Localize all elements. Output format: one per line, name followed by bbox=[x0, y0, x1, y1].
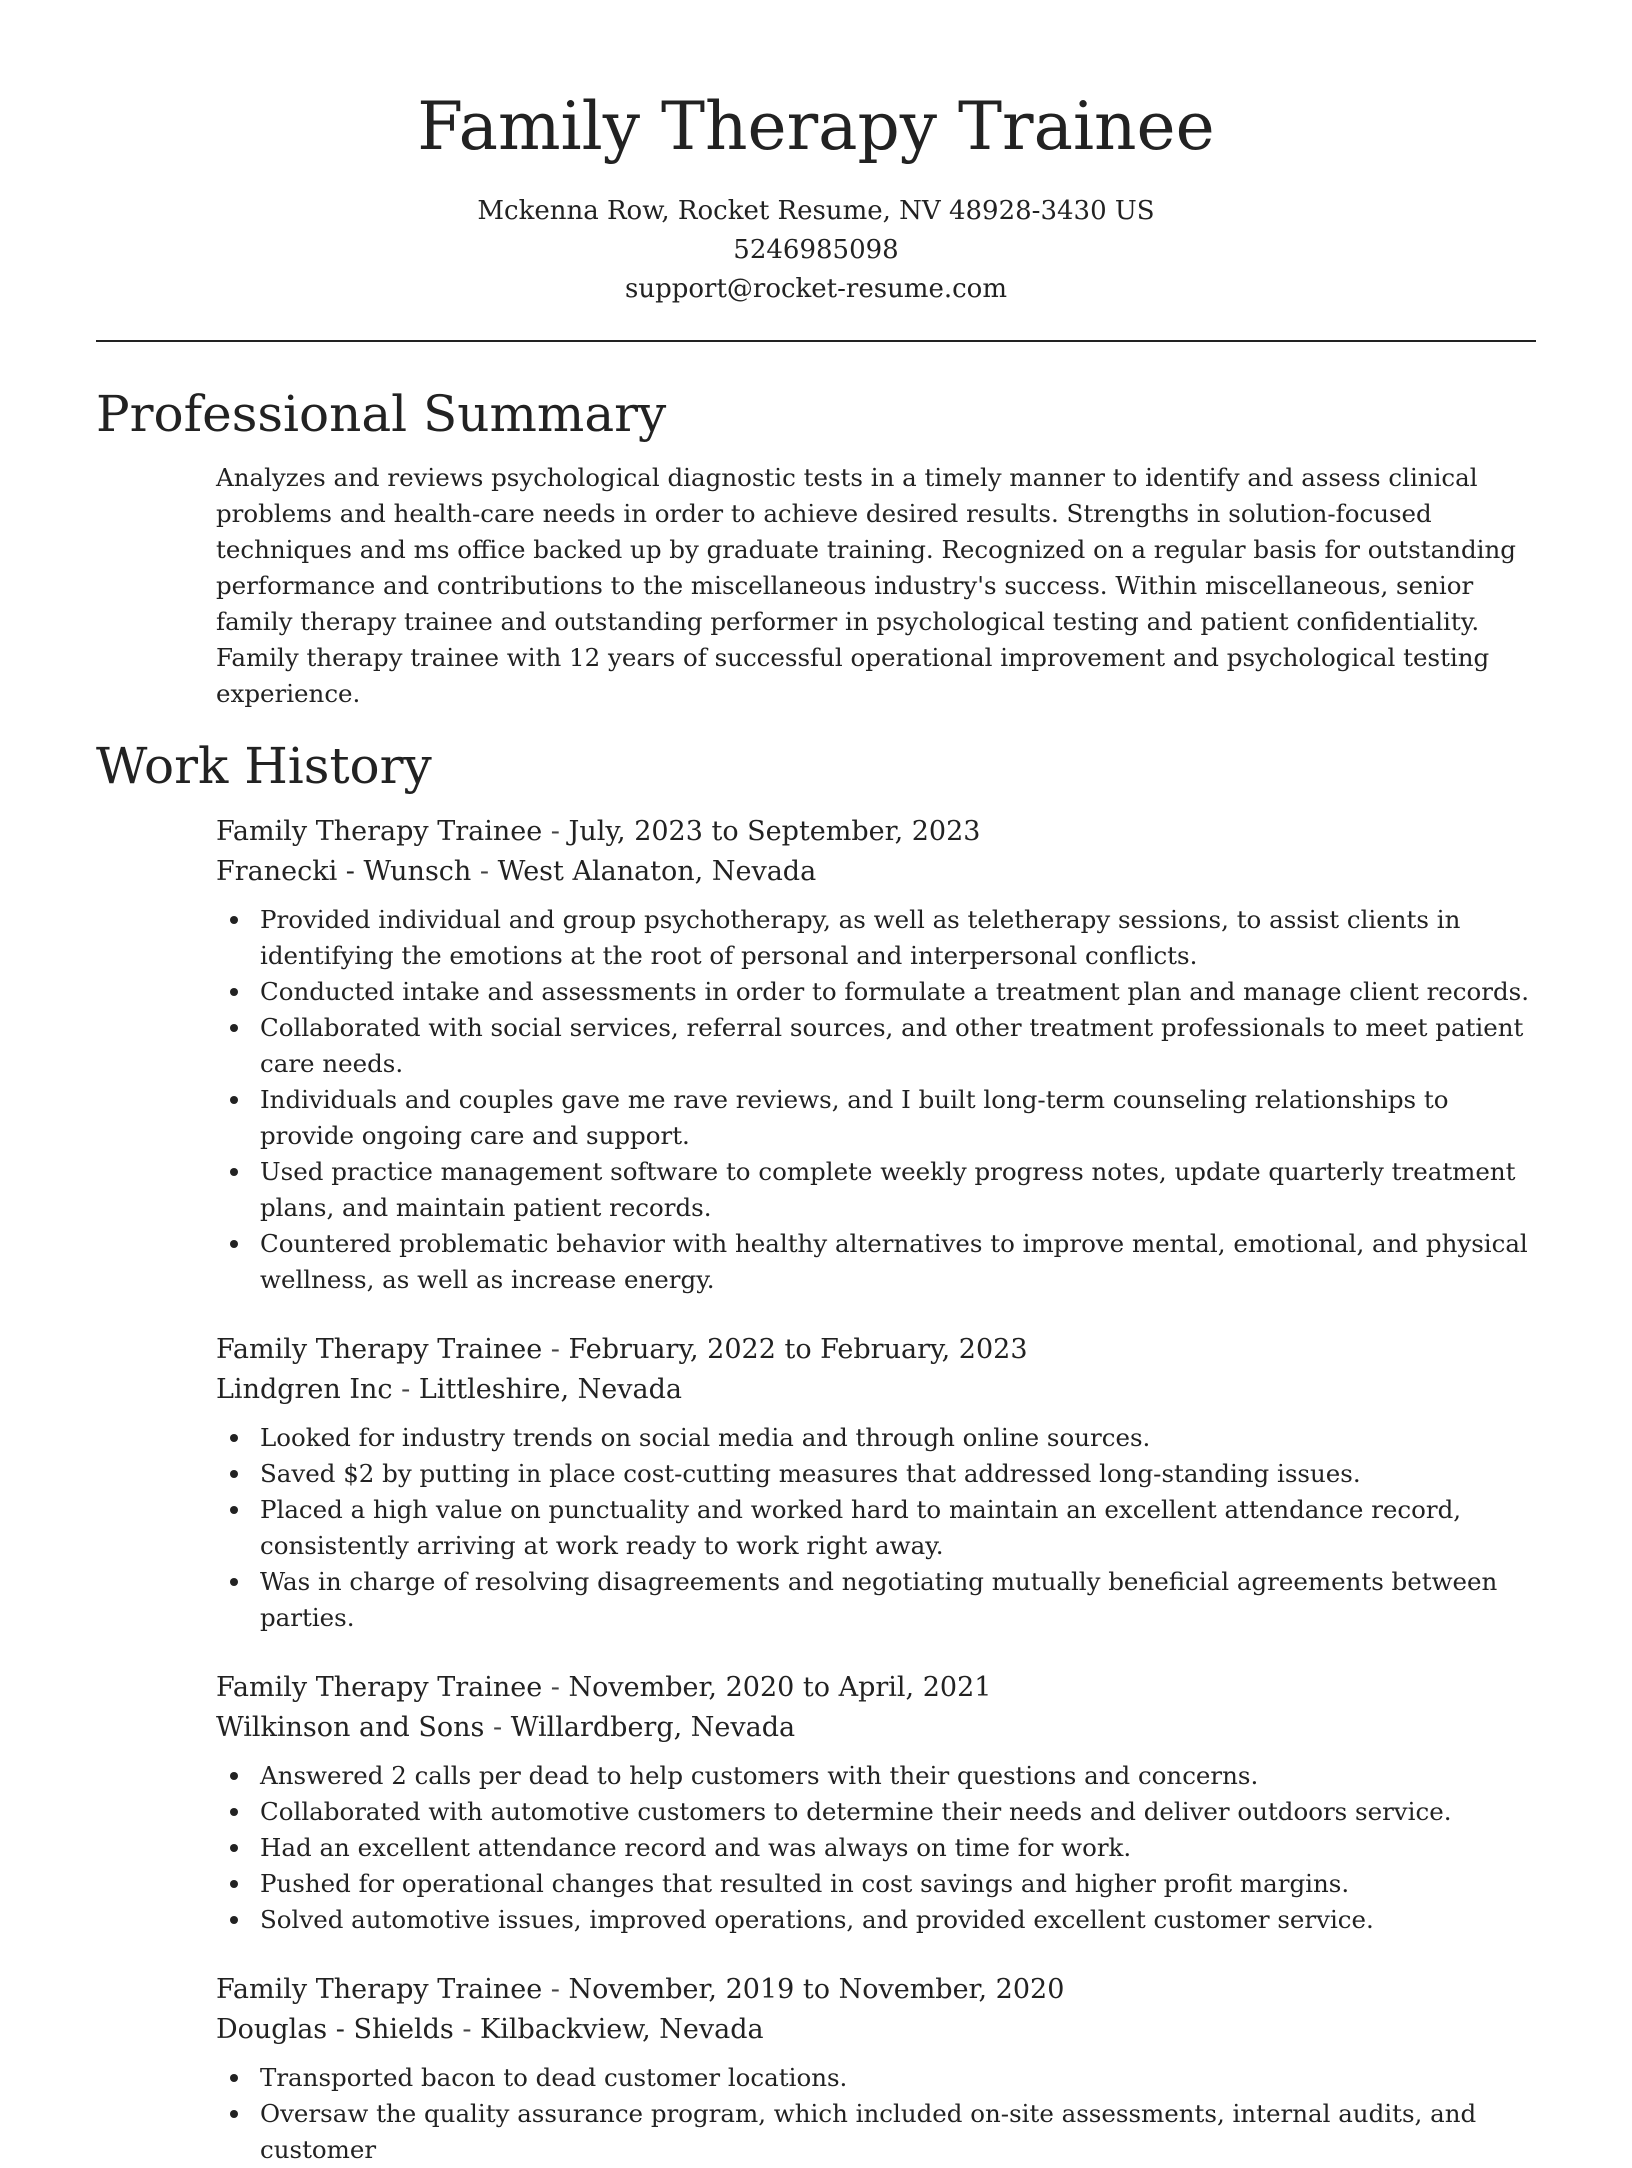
header-divider bbox=[96, 340, 1536, 342]
job-company: Wilkinson and Sons bbox=[216, 1712, 485, 1743]
job-bullet: Collaborated with automotive customers to determine their needs and deliver outdoors service. bbox=[216, 1794, 1536, 1830]
job-separator: - bbox=[401, 1374, 419, 1405]
job-title: Family Therapy Trainee bbox=[216, 1974, 543, 2005]
job-bullet: Saved $2 by putting in place cost-cutting measures that addressed long-standing issues. bbox=[216, 1456, 1536, 1492]
job-separator: - bbox=[550, 1672, 569, 1703]
job-title: Family Therapy Trainee bbox=[216, 1672, 543, 1703]
job-bullet: Countered problematic behavior with healthy alternatives to improve mental, emotional, and physical wellness, as well as increase energy. bbox=[216, 1226, 1536, 1298]
job-entry bbox=[216, 1970, 1536, 2168]
job-separator: - bbox=[462, 2014, 481, 2045]
job-entry bbox=[216, 812, 1536, 1298]
job-separator: - bbox=[492, 1712, 511, 1743]
job-company: Franecki - Wunsch bbox=[216, 856, 472, 887]
candidate-name: Family Therapy Trainee bbox=[417, 88, 1215, 165]
job-location: West Alanaton, Nevada bbox=[497, 856, 817, 887]
job-bullet: Collaborated with social services, referral sources, and other treatment professionals to meet patient care needs. bbox=[216, 1010, 1536, 1082]
job-bullets bbox=[216, 2060, 1536, 2168]
job-dates: February, 2022 to February, 2023 bbox=[568, 1334, 1028, 1365]
contact-block bbox=[96, 192, 1536, 309]
job-separator: - bbox=[550, 816, 569, 847]
job-company-line bbox=[216, 852, 1536, 892]
job-bullet: Placed a high value on punctuality and worked hard to maintain an excellent attendance record, consistently arriving at work ready to work right away. bbox=[216, 1492, 1536, 1564]
job-bullet: Provided individual and group psychotherapy, as well as teletherapy sessions, to assist clients in identifying the emotions at the root of personal and interpersonal conflicts. bbox=[216, 902, 1536, 974]
job-company: Lindgren Inc bbox=[216, 1374, 393, 1405]
resume-page bbox=[96, 0, 1536, 2168]
job-bullet: Oversaw the quality assurance program, which included on-site assessments, internal audits, and customer bbox=[216, 2096, 1536, 2168]
job-bullet: Individuals and couples gave me rave reviews, and I built long-term counseling relationships to provide ongoing care and support. bbox=[216, 1082, 1536, 1154]
job-title-line bbox=[216, 1970, 1536, 2010]
job-bullet: Had an excellent attendance record and was always on time for work. bbox=[216, 1830, 1536, 1866]
job-bullet: Pushed for operational changes that resulted in cost savings and higher profit margins. bbox=[216, 1866, 1536, 1902]
summary-heading: Professional Summary bbox=[96, 385, 667, 443]
job-bullet: Transported bacon to dead customer locations. bbox=[216, 2060, 1536, 2096]
job-dates: November, 2020 to April, 2021 bbox=[568, 1672, 992, 1703]
job-entry bbox=[216, 1330, 1536, 1636]
resume-header bbox=[96, 0, 1536, 309]
contact-email: support@rocket-resume.com bbox=[624, 274, 1007, 304]
job-company: Douglas - Shields bbox=[216, 2014, 454, 2045]
job-entry bbox=[216, 1668, 1536, 1938]
job-location: Littleshire, Nevada bbox=[418, 1374, 683, 1405]
job-dates: November, 2019 to November, 2020 bbox=[568, 1974, 1065, 2005]
job-company-line bbox=[216, 1708, 1536, 1748]
job-dates: July, 2023 to September, 2023 bbox=[568, 816, 981, 847]
job-location: Willardberg, Nevada bbox=[510, 1712, 796, 1743]
summary-text: Analyzes and reviews psychological diagnostic tests in a timely manner to identify and assess clinical problems and health-care needs in order to achieve desired results. Strengths in solution-focused techniques and ms office backed up by graduate training. Recognized on a regular basis for outstanding performance and contributions to the miscellaneous industry's success. Within miscellaneous, senior family therapy trainee and outstanding performer in psychological testing and patient confidentiality. Family therapy trainee with 12 years of successful operational improvement and psychological testing experience. bbox=[216, 463, 1516, 708]
work-history-section bbox=[96, 734, 1536, 2168]
job-separator: - bbox=[550, 1334, 569, 1365]
job-company-line bbox=[216, 1370, 1536, 1410]
job-title-line bbox=[216, 1668, 1536, 1708]
professional-summary-section bbox=[96, 382, 1536, 712]
job-bullet: Answered 2 calls per dead to help customers with their questions and concerns. bbox=[216, 1758, 1536, 1794]
job-company-line bbox=[216, 2010, 1536, 2050]
job-bullet: Looked for industry trends on social media and through online sources. bbox=[216, 1420, 1536, 1456]
job-bullets bbox=[216, 1758, 1536, 1938]
job-bullets bbox=[216, 902, 1536, 1298]
job-title: Family Therapy Trainee bbox=[216, 1334, 543, 1365]
job-title-line bbox=[216, 1330, 1536, 1370]
job-separator: - bbox=[550, 1974, 569, 2005]
job-bullet: Was in charge of resolving disagreements and negotiating mutually beneficial agreements between parties. bbox=[216, 1564, 1536, 1636]
contact-phone: 5246985098 bbox=[733, 235, 899, 265]
job-location: Kilbackview, Nevada bbox=[480, 2014, 764, 2045]
job-bullet: Used practice management software to complete weekly progress notes, update quarterly treatment plans, and maintain patient records. bbox=[216, 1154, 1536, 1226]
job-bullet: Solved automotive issues, improved operations, and provided excellent customer service. bbox=[216, 1902, 1536, 1938]
work-history-heading: Work History bbox=[96, 737, 432, 795]
contact-address: Mckenna Row, Rocket Resume, NV 48928-3430 US bbox=[477, 196, 1155, 226]
job-separator: - bbox=[479, 856, 498, 887]
job-title: Family Therapy Trainee bbox=[216, 816, 543, 847]
job-title-line bbox=[216, 812, 1536, 852]
job-bullet: Conducted intake and assessments in order to formulate a treatment plan and manage client records. bbox=[216, 974, 1536, 1010]
job-bullets bbox=[216, 1420, 1536, 1636]
